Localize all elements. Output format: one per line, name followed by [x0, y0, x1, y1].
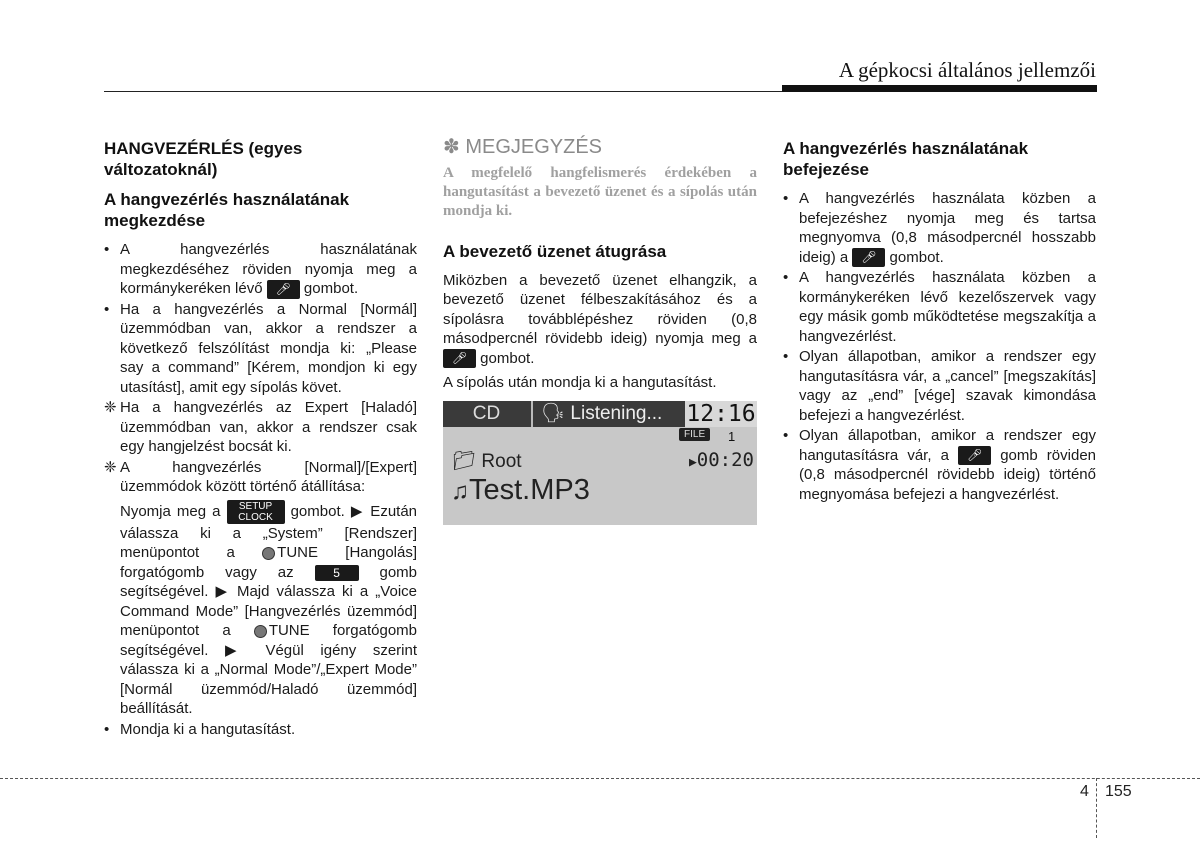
- list-item-text: Ha a hangvezérlés a Normal [Normál] üzemmódban van, akkor a rendszer a következő felszólítást mondja ki: „Please say a command” [Kérem, mondjon ki egy utasítást], amit egy sípolás követ.: [120, 300, 417, 396]
- list-item-text: A hangvezérlés [Normal]/[Expert] üzemmódok között történő átállítása:: [120, 458, 417, 496]
- note-marker: ❈: [104, 458, 117, 476]
- bullet-marker: •: [783, 190, 789, 207]
- voice-button-icon: 🎤︎: [267, 280, 300, 299]
- list-item-text: gomb röviden (0,8 másodpercnél rövidebb ideig) történő megnyomása befejezi a hangvezérlést.: [799, 446, 1097, 503]
- display-divider: [531, 401, 533, 427]
- folder-label: [452, 452, 522, 472]
- folder-icon: 📁︎: [452, 450, 482, 472]
- paragraph: [443, 271, 757, 369]
- bullet-marker: •: [783, 269, 789, 287]
- bullet-marker: •: [783, 348, 789, 366]
- subsection-heading: A hangvezérlés használatának megkezdése: [104, 190, 350, 230]
- folder-name: Root: [481, 450, 522, 472]
- bullet-marker: •: [104, 300, 110, 318]
- chapter-number: 4: [1080, 783, 1089, 800]
- list-item-text: Olyan állapotban, amikor a rendszer egy hangutasításra vár, a: [799, 427, 1096, 464]
- list-item: [104, 240, 417, 299]
- instruction-text: gombot. ▶ Ezután válassza ki a „System” [Rendszer] menüpontot a: [120, 502, 418, 562]
- list-item-text: gombot.: [303, 280, 359, 297]
- tune-knob-icon: [262, 547, 275, 560]
- clock-label: CLOCK: [238, 511, 273, 523]
- voice-status-icon: 🗣︎: [541, 402, 571, 424]
- instruction-text: [Hangolás] forgatógomb vagy az: [120, 544, 418, 581]
- instruction-text: gomb segítségével. ▶ Majd válassza ki a „Voice Command Mode” [Hangvezérlés üzemmód] menüpontot a: [120, 563, 418, 640]
- list-item: [783, 268, 1096, 346]
- tune-label: TUNE: [277, 544, 318, 562]
- voice-button-icon: 🎤︎: [852, 248, 885, 267]
- clock-display: 12:16: [686, 400, 756, 427]
- play-icon: ▶: [688, 454, 697, 470]
- voice-button-icon: 🎤︎: [443, 349, 476, 368]
- list-item: [783, 426, 1096, 504]
- file-number: 1: [728, 428, 736, 444]
- bullet-marker: •: [783, 427, 789, 445]
- setup-label: SETUP: [238, 500, 273, 512]
- instruction-text: Nyomja meg a: [120, 502, 221, 520]
- note-text: A megfelelő hangfelismerés érdekében a hangutasítást a bevezető üzenet és a sípolás után mondja ki.: [443, 164, 757, 219]
- list-item-text: Olyan állapotban, amikor a rendszer egy hangutasításra vár, a „cancel” [megszakítás] vagy az „end” [vége] szavak kimondása befejezi a hangvezérlést.: [799, 348, 1096, 424]
- note-marker: ❈: [104, 399, 117, 417]
- list-item: [104, 720, 417, 740]
- footer-divider: [1096, 778, 1097, 838]
- list-item-text: A hangvezérlés használata közben a kormánykeréken lévő kezelőszervek vagy egy másik gomb működtetése megszakítja a hangvezérlést.: [799, 269, 1096, 345]
- setup-clock-button-icon: [227, 500, 285, 524]
- elapsed-time: 00:20: [696, 448, 754, 471]
- list-item: [783, 347, 1096, 425]
- status-text: Listening...: [570, 402, 663, 424]
- list-item-text: A hangvezérlés használata közben a befejezéshez nyomja meg és tartsa megnyomva (0,8 másodpercnél hosszabb ideig) a: [799, 190, 1096, 266]
- instruction-text: forgatógomb segítségével. ▶ Végül igény szerint válassza ki a „Normal Mode”/„Expert Mode” [Normál üzemmód/Haladó üzemmód] beállítását.: [120, 622, 418, 718]
- track-name: Test.MP3: [469, 473, 590, 506]
- paragraph: A sípolás után mondja ki a hangutasítást.: [443, 374, 717, 392]
- list-item: [104, 458, 417, 719]
- bullet-marker: •: [104, 720, 110, 738]
- subsection-heading: A bevezető üzenet átugrása: [443, 241, 667, 261]
- paragraph-text: Miközben a bevezető üzenet elhangzik, a bevezető üzenet félbeszakításához és a sípolásra továbblépéshez röviden (0,8 másodpercnél rövidebb ideig) nyomja meg a: [443, 271, 757, 347]
- bullet-list: [783, 189, 1096, 504]
- list-item: [783, 189, 1096, 267]
- paragraph-text: gombot.: [480, 349, 535, 367]
- preset-5-button-icon: 5: [315, 565, 359, 581]
- list-item-text: gombot.: [889, 248, 944, 266]
- track-title: [451, 473, 590, 506]
- subsection-heading: A hangvezérlés használatának befejezése: [783, 139, 1029, 179]
- file-badge: FILE: [679, 428, 710, 441]
- play-time: [688, 448, 754, 473]
- page-header-title: A gépkocsi általános jellemzői: [838, 58, 1096, 82]
- header-rule-accent: [782, 85, 1097, 92]
- column-left: [104, 138, 417, 740]
- music-note-icon: ♫: [451, 477, 469, 505]
- list-item-text: Mondja ki a hangutasítást.: [120, 720, 296, 738]
- bullet-marker: •: [104, 241, 110, 258]
- list-item-text: A hangvezérlés használatának megkezdéséhez röviden nyomja meg a kormánykeréken lévő: [120, 241, 417, 297]
- tune-label: TUNE: [268, 622, 310, 640]
- note-title: ✽ MEGJEGYZÉS: [443, 136, 603, 158]
- footer-rule: [0, 778, 1200, 779]
- list-item-text: Ha a hangvezérlés az Expert [Haladó] üzemmódban van, akkor a rendszer csak egy hangjelzést bocsát ki.: [120, 399, 417, 456]
- section-heading: HANGVEZÉRLÉS (egyes változatoknál): [104, 139, 303, 179]
- page-number: 155: [1105, 783, 1132, 800]
- tune-knob-icon: [254, 625, 267, 638]
- instructions-paragraph: [120, 500, 417, 719]
- source-label: CD: [472, 402, 501, 424]
- voice-button-icon: 🎤︎: [958, 446, 991, 465]
- column-right: [783, 138, 1096, 505]
- column-middle: [443, 138, 757, 525]
- list-item: [104, 300, 417, 398]
- list-item: [104, 398, 417, 457]
- listening-status: [541, 401, 662, 427]
- audio-display-image: [443, 401, 757, 525]
- bullet-list: [104, 240, 417, 739]
